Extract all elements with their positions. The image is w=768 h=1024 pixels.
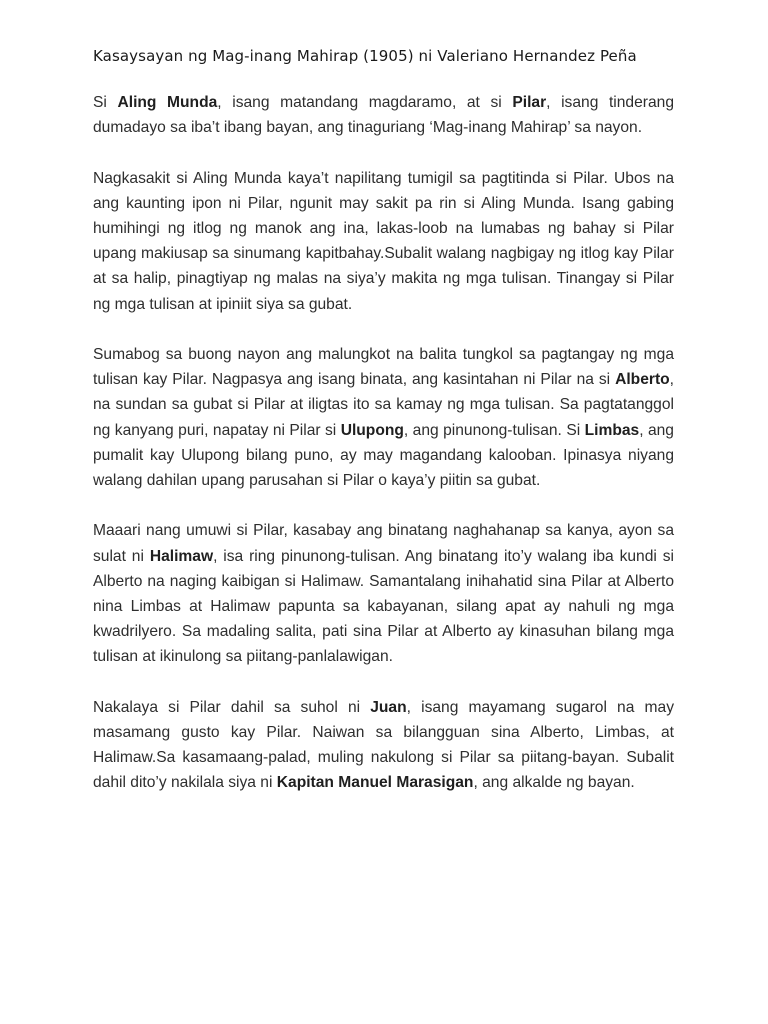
- text-run: Sumabog sa buong nayon ang malungkot na balita tungkol sa pagtangay ng mga tulisan kay Pilar. Nagpasya ang isang binata, ang kasintahan ni Pilar na si: [93, 346, 674, 389]
- text-run: , isang tinderang dumadayo sa iba’t ibang bayan, ang tinaguriang ‘Mag-inang Mahirap’ sa nayon.: [93, 94, 674, 137]
- character-name-ulupong: Ulupong: [340, 421, 404, 439]
- text-run: Maaari nang umuwi si Pilar, kasabay ang binatang naghahanap sa kanya, ayon sa sulat ni: [93, 522, 674, 565]
- text-run: Nakalaya si Pilar dahil sa suhol ni: [93, 698, 371, 716]
- character-name-pilar: Pilar: [512, 94, 547, 111]
- document-title: Kasaysayan ng Mag-inang Mahirap (1905) ni Valeriano Hernandez Peña: [93, 47, 637, 65]
- character-name-kapitan-manuel-marasigan: Kapitan Manuel Marasigan: [276, 774, 474, 792]
- text-run: , na sundan sa gubat si Pilar at iligtas ito sa kamay ng mga tulisan. Sa pagtatanggol ng kanyang puri, napatay ni Pilar si: [93, 371, 674, 439]
- document-page: [93, 44, 674, 821]
- text-run: , isa ring pinunong-tulisan. Ang binatang ito’y walang iba kundi si Alberto na naging kaibigan si Halimaw. Samantalang inihahatid sina Pilar at Alberto nina Limbas at Halimaw papunta sa kabayanan, silang apat ay nahuli ng mga kwadrilyero. Sa madaling salita, pati sina Pilar at Alberto ay kinasuhan bilang mga tulisan at ikinulong sa piitang-panlalawigan.: [93, 547, 674, 666]
- text-run: , isang matandang magdaramo, at si: [217, 94, 513, 111]
- text-run: , ang pinunong-tulisan. Si: [403, 421, 585, 439]
- paragraph-5: [93, 695, 674, 796]
- text-run: Si: [93, 94, 118, 111]
- character-name-aling-munda: Aling Munda: [117, 94, 218, 111]
- paragraph-3: [93, 342, 674, 493]
- text-run: , ang pumalit kay Ulupong bilang puno, ay may magandang kalooban. Ipinasya niyang walang dahilan upang parusahan si Pilar o kaya’y piitin sa gubat.: [93, 421, 674, 490]
- character-name-halimaw: Halimaw: [149, 547, 214, 565]
- character-name-juan: Juan: [370, 698, 407, 716]
- text-run: , isang mayamang sugarol na may masamang gusto kay Pilar. Naiwan sa bilangguan sina Alberto, Limbas, at Halimaw.Sa kasamaang-palad, muling nakulong si Pilar sa piitang-bayan. Subalit dahil dito’y nakilala siya ni: [93, 698, 674, 792]
- paragraph-4: [93, 518, 674, 669]
- text-run: , ang alkalde ng bayan.: [473, 774, 635, 792]
- character-name-alberto: Alberto: [615, 371, 670, 389]
- paragraph-1: [93, 90, 674, 140]
- text-run: Nagkasakit si Aling Munda kaya’t napilitang tumigil sa pagtitinda si Pilar. Ubos na ang kaunting ipon ni Pilar, ngunit may sakit pa rin si Aling Munda. Isang gabing humihingi ng itlog ng manok ang ina, lakas-loob na lumabas ng bahay si Pilar upang makiusap sa sinumang kapitbahay.Subalit walang nagbigay ng itlog kay Pilar at sa halip, pinagtiyap ng malas na siya’y makita ng mga tulisan. Tinangay si Pilar ng mga tulisan at ipiniit siya sa gubat.: [93, 169, 674, 313]
- paragraph-2: [93, 166, 674, 317]
- character-name-limbas: Limbas: [584, 421, 640, 439]
